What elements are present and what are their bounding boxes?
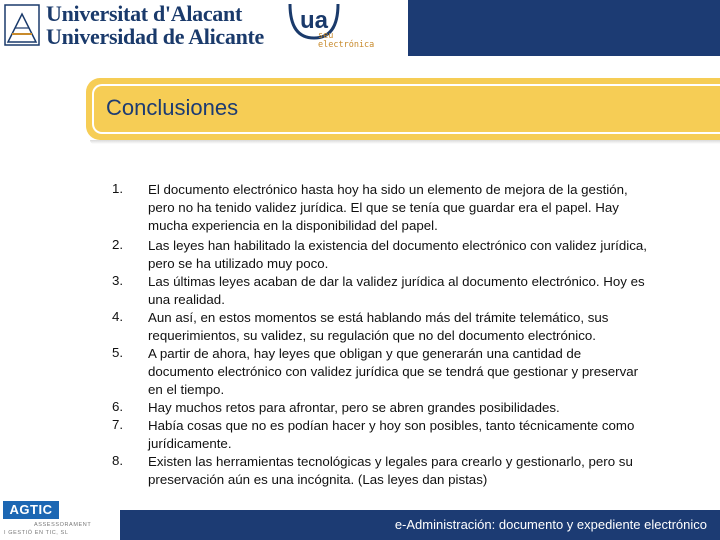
item-7-line-2: jurídicamente.: [148, 436, 232, 451]
agtic-logo: AGTIC: [3, 501, 59, 519]
item-number-7: 7.: [112, 417, 124, 432]
header-navy-block: [408, 0, 720, 56]
list-item-1: [148, 181, 720, 235]
university-name-spanish: Universidad de Alicante: [46, 24, 264, 49]
ua-logo-text: ua: [299, 7, 329, 34]
list-item-3: [148, 273, 720, 309]
item-number-8: 8.: [112, 453, 124, 468]
item-number-5: 5.: [112, 345, 124, 360]
item-8-line-1: Existen las herramientas tecnológicas y legales para crearlo y gestionarlo, pero su: [148, 454, 633, 469]
item-8-line-2: preservación aún es una incógnita. (Las leyes dan pistas): [148, 472, 488, 487]
list-item-8: [148, 453, 720, 489]
item-7-line-1: Había cosas que no es podían hacer y hoy son posibles, tanto técnicamente como: [148, 418, 635, 433]
list-item-4: [148, 309, 720, 345]
list-item-7: [148, 417, 720, 453]
university-name: [46, 2, 264, 48]
list-item-5: [148, 345, 720, 399]
item-2-line-2: pero se ha utilizado muy poco.: [148, 256, 329, 271]
item-number-6: 6.: [112, 399, 124, 414]
item-1-line-1: El documento electrónico hasta hoy ha sido un elemento de mejora de la gestión,: [148, 182, 628, 197]
item-5-line-3: en el tiempo.: [148, 382, 225, 397]
item-number-1: 1.: [112, 181, 124, 196]
item-number-2: 2.: [112, 237, 124, 252]
item-4-line-2: requerimientos, su validez, su regulación que no del documento electrónico.: [148, 328, 596, 343]
item-3-line-1: Las últimas leyes acaban de dar la validez jurídica al documento electrónico. Hoy es: [148, 274, 645, 289]
agtic-tagline-line-2: I GESTIÓ EN TIC, SL: [4, 530, 69, 536]
item-1-line-3: mucha experiencia en la disponibilidad del papel.: [148, 218, 438, 233]
item-number-3: 3.: [112, 273, 124, 288]
item-3-line-2: una realidad.: [148, 292, 225, 307]
footer-title: e-Administración: documento y expediente electrónico: [394, 517, 707, 532]
list-item-6: [148, 399, 720, 417]
agtic-tagline: [4, 521, 92, 537]
item-1-line-2: pero no ha tenido validez jurídica. El que se tenía que guardar era el papel. Hay: [148, 200, 619, 215]
electronica-label: electrónica: [318, 40, 375, 50]
slide-title: Conclusiones: [106, 95, 239, 120]
agtic-tagline-line-1: ASSESSORAMENT: [34, 522, 92, 528]
item-number-4: 4.: [112, 309, 124, 324]
item-5-line-1: A partir de ahora, hay leyes que obligan y que generarán una cantidad de: [148, 346, 582, 361]
item-6-line-1: Hay muchos retos para afrontar, pero se abren grandes posibilidades.: [148, 400, 560, 415]
seu-label: seu: [318, 31, 334, 41]
footer-bar: [120, 510, 720, 540]
item-2-line-1: Las leyes han habilitado la existencia del documento electrónico con validez jurídica,: [148, 238, 647, 253]
list-item-2: [148, 237, 720, 273]
seu-electronica-label: [318, 32, 374, 50]
university-shield-icon: [4, 4, 40, 46]
title-band-shadow: [90, 140, 720, 144]
item-5-line-2: documento electrónico con validez jurídica que se tendrá que gestionar y preservar: [148, 364, 639, 379]
item-4-line-1: Aun así, en estos momentos se está hablando más del trámite telemático, sus: [148, 310, 609, 325]
university-name-valencian: Universitat d'Alacant: [46, 1, 242, 26]
header: [0, 0, 720, 58]
